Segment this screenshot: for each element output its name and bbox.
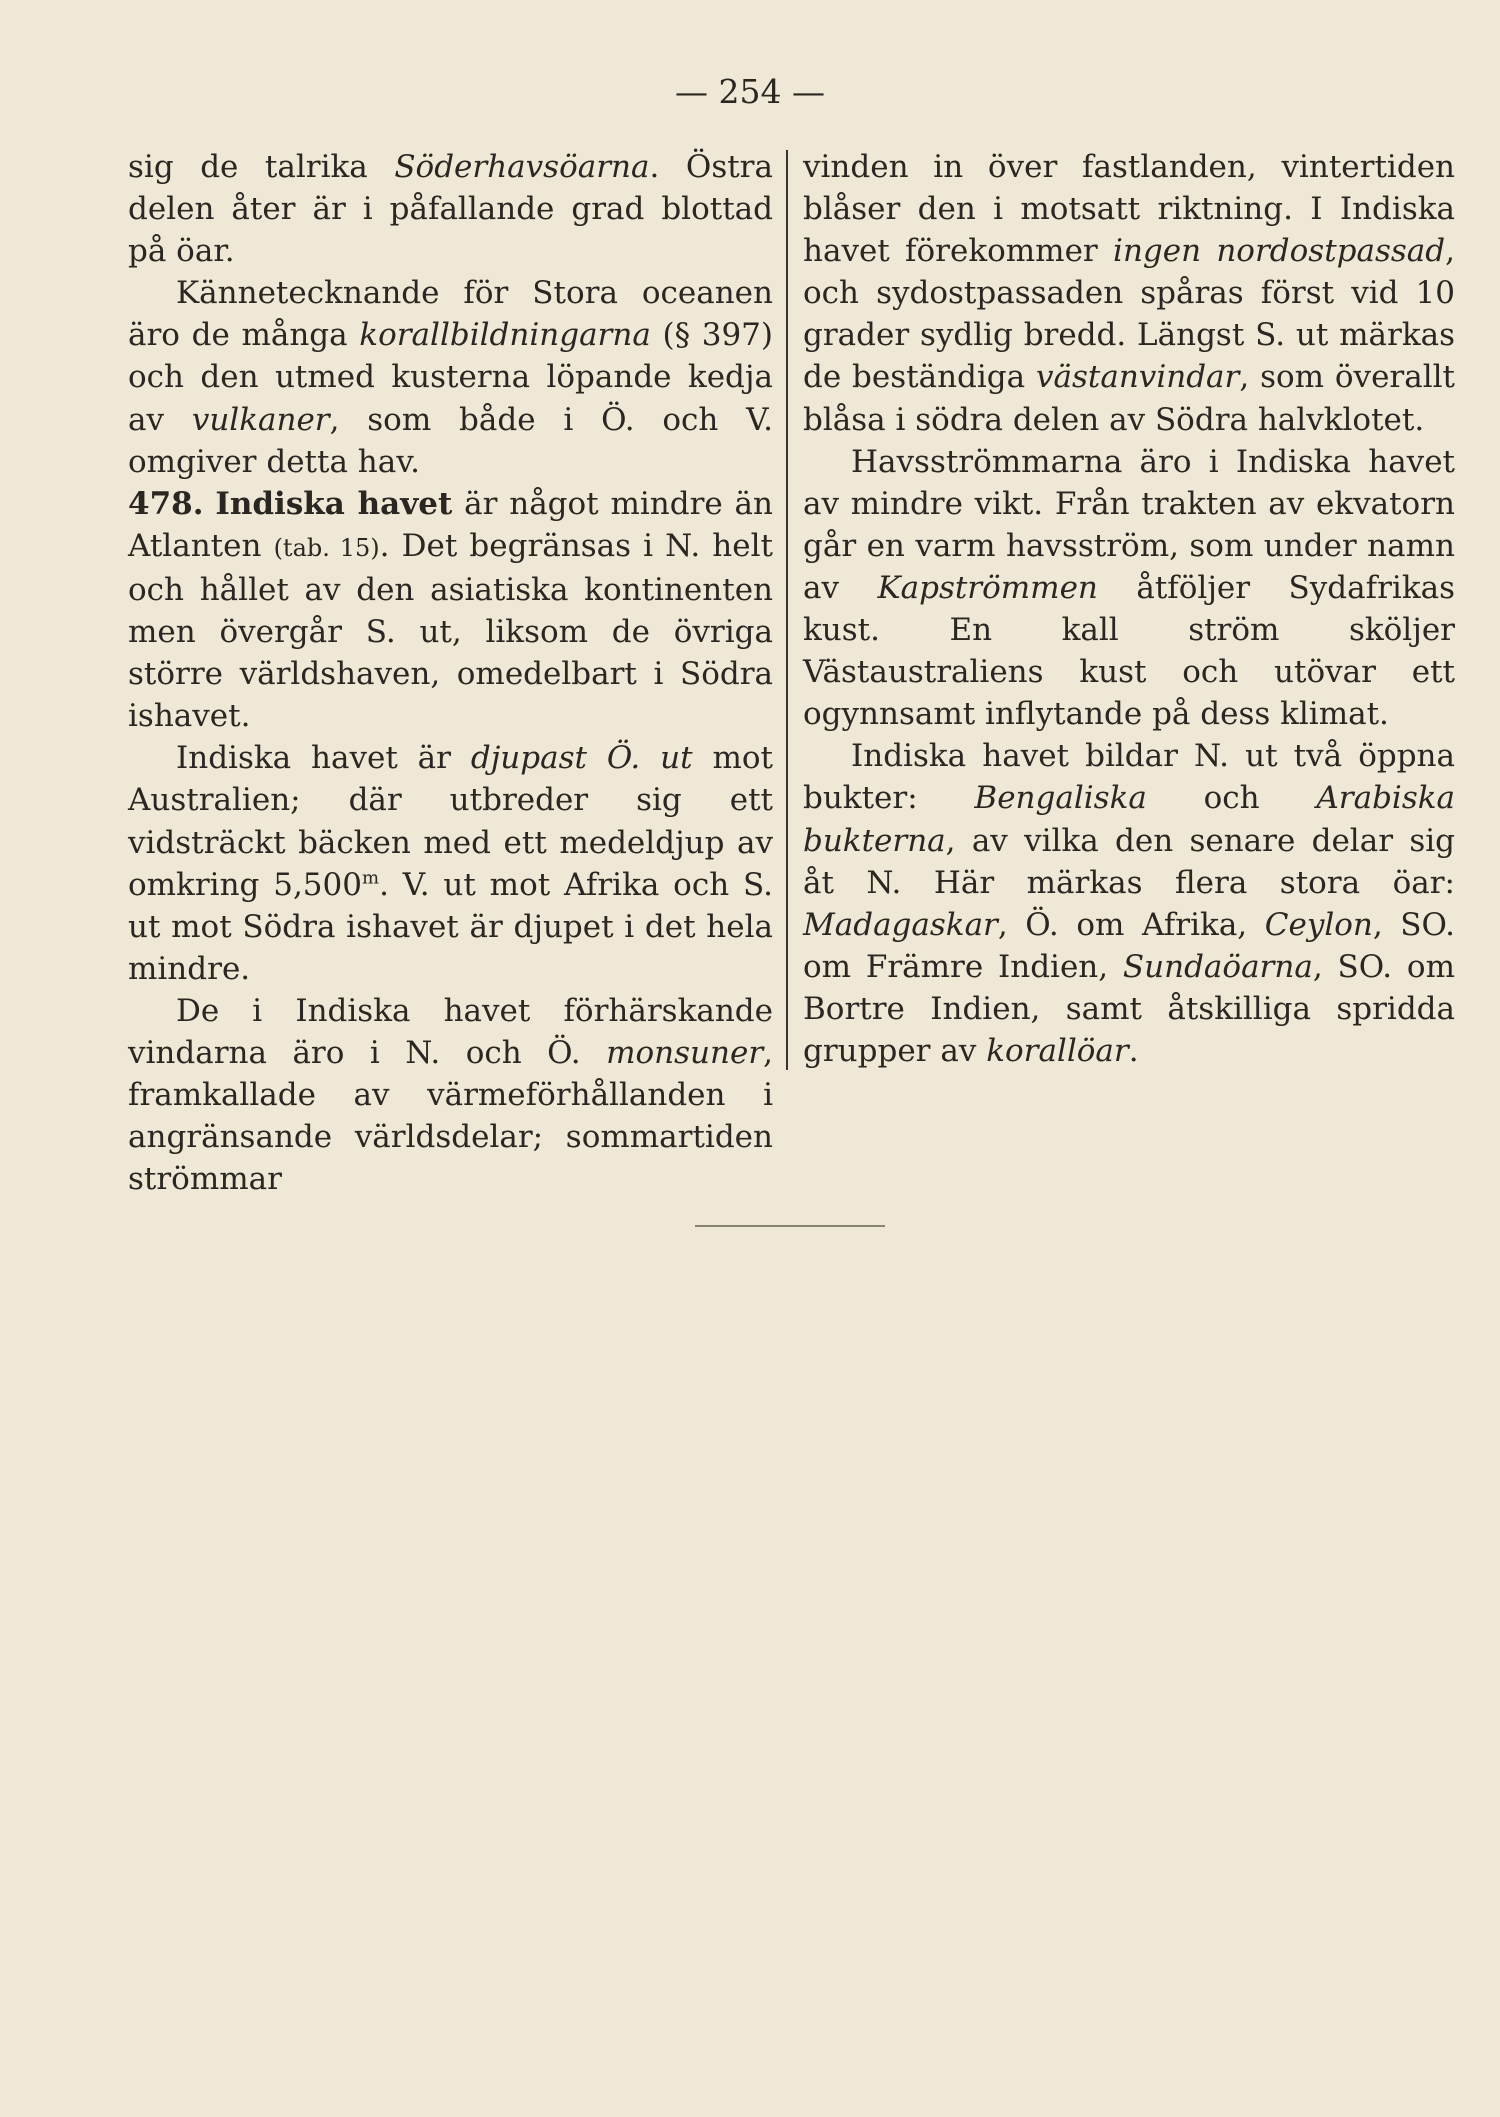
section-heading: Indiska havet xyxy=(215,485,453,522)
paragraph: Kännetecknande för Stora oceanen äro de många korallbildningarna (§ 397) och den utmed kusterna löpande kedja av vulkaner, som både i Ö. och V. omgiver detta hav. xyxy=(128,275,773,480)
italic-term: Madagaskar xyxy=(803,906,998,943)
table-reference: (tab. 15) xyxy=(273,533,380,562)
italic-term: monsuner xyxy=(606,1034,764,1071)
end-rule xyxy=(695,1225,885,1227)
paragraph: sig de talrika Söderhavsöarna. Östra delen åter är i påfallande grad blottad på öar. xyxy=(128,149,773,270)
section-number: 478. xyxy=(128,485,204,522)
italic-term: Sundaöarna xyxy=(1122,948,1313,985)
italic-term: ingen nordostpassad xyxy=(1113,233,1446,270)
italic-term: djupast Ö. ut xyxy=(470,740,693,777)
right-column xyxy=(803,146,1455,1072)
paragraph: De i Indiska havet förhärskande vindarna äro i N. och Ö. monsuner, framkallade av värmeförhållanden i angränsande världsdelar; sommartiden strömmar xyxy=(128,992,773,1198)
paragraph: Indiska havet bildar N. ut två öppna bukter: Bengaliska och Arabiska bukterna, av vilka den senare delar sig åt N. Här märkas flera stora öar: Madagaskar, Ö. om Afrika, Ceylon, SO. om Främre Indien, Sundaöarna, SO. om Bortre Indien, samt åtskilliga spridda grupper av korallöar. xyxy=(803,738,1456,1069)
italic-term: Söderhavsöarna xyxy=(394,149,650,185)
italic-term: vulkaner xyxy=(191,401,330,438)
italic-term: Arabiska bukterna xyxy=(803,780,1455,859)
paragraph: Havsströmmarna äro i Indiska havet av mindre vikt. Från trakten av ekvatorn går en varm havsström, som under namn av Kapströmmen åtföljer Sydafrikas kust. En kall ström sköljer Västaustraliens kust och utövar ett ogynnsamt inflytande på dess klimat. xyxy=(803,443,1456,733)
paragraph: 478. Indiska havet är något mindre än Atlanten (tab. 15). Det begränsas i N. helt och hållet av den asiatiska kontinenten men övergår S. ut, liksom de övriga större världshaven, omedelbart i Södra ishavet. xyxy=(128,485,774,735)
paragraph: vinden in över fastlanden, vintertiden blåser den i motsatt riktning. I Indiska havet förekommer ingen nordostpassad, och sydostpassaden spåras först vid 10 grader sydlig bredd. Längst S. ut märkas de beständiga västanvindar, som överallt blåsa i södra delen av Södra halvklotet. xyxy=(803,149,1455,438)
italic-term: Ceylon xyxy=(1264,906,1373,943)
column-divider xyxy=(786,150,788,1070)
italic-term: västanvindar xyxy=(1036,359,1240,396)
italic-term: Kapströmmen xyxy=(877,569,1098,606)
italic-term: korallbildningarna xyxy=(359,317,651,354)
unit-superscript: m xyxy=(361,867,380,889)
left-column xyxy=(128,146,773,1200)
italic-term: korallöar xyxy=(986,1032,1129,1069)
paragraph: Indiska havet är djupast Ö. ut mot Australien; där utbreder sig ett vidsträckt bäcken med ett medeldjup av omkring 5,500$^m$. V. ut mot Afrika och S. ut mot Södra ishavet är djupet i det hela mindre. xyxy=(128,740,773,987)
italic-term: Bengaliska xyxy=(974,780,1147,817)
page-number: — 254 — xyxy=(675,72,825,111)
